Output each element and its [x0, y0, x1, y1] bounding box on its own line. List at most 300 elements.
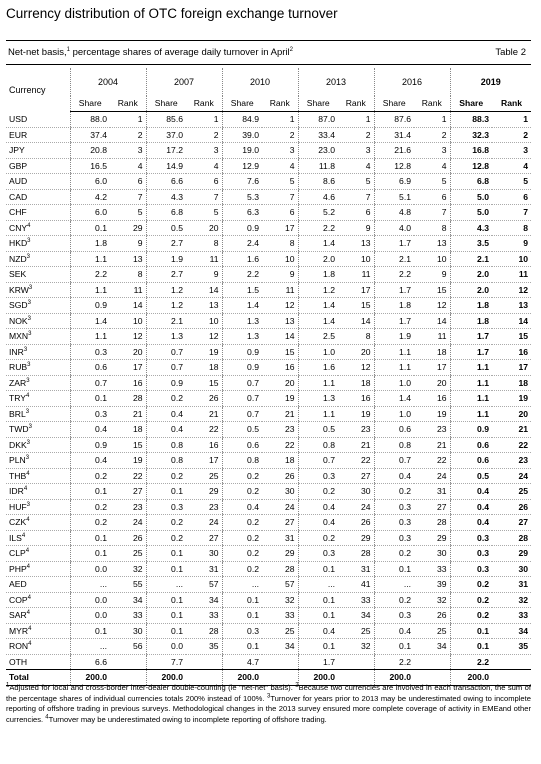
rank-value: 30 — [492, 561, 531, 577]
rank-value: 30 — [338, 484, 374, 500]
table-row — [6, 143, 531, 159]
rank-value: 13 — [262, 313, 298, 329]
share-value: 8.6 — [298, 174, 338, 190]
share-value: 0.2 — [450, 592, 492, 608]
share-header: Share — [374, 96, 414, 112]
footnote-marker: 4 — [26, 470, 30, 477]
share-value: 0.4 — [70, 422, 110, 438]
rank-value: 30 — [110, 623, 146, 639]
rank-value: 22 — [338, 453, 374, 469]
rank-value: 18 — [414, 344, 450, 360]
share-value: 0.3 — [222, 623, 262, 639]
rank-value: 56 — [110, 639, 146, 655]
currency-code: PHP$^4$ — [6, 561, 70, 577]
share-value: 87.0 — [298, 112, 338, 128]
currency-code: SAR$^4$ — [6, 608, 70, 624]
currency-code: HKD$^3$ — [6, 236, 70, 252]
share-value: 1.1 — [70, 329, 110, 345]
share-value: 0.7 — [222, 391, 262, 407]
table-row — [6, 298, 531, 314]
share-value: 0.1 — [298, 592, 338, 608]
rank-value: 10 — [262, 251, 298, 267]
table-row — [6, 360, 531, 376]
rank-value: 7 — [262, 189, 298, 205]
table-row — [6, 468, 531, 484]
share-value: 0.1 — [298, 608, 338, 624]
rank-value: 18 — [186, 360, 222, 376]
share-value: 2.1 — [374, 251, 414, 267]
rank-value: 15 — [338, 298, 374, 314]
share-value: 17.2 — [146, 143, 186, 159]
rank-value: 4 — [414, 158, 450, 174]
share-value: ... — [222, 577, 262, 593]
rank-value — [186, 654, 222, 670]
rank-value: 5 — [492, 174, 531, 190]
share-value: 0.8 — [146, 437, 186, 453]
share-value: 0.2 — [298, 530, 338, 546]
currency-code: ILS$^4$ — [6, 530, 70, 546]
header-rule — [6, 64, 531, 65]
share-value: 6.8 — [450, 174, 492, 190]
footnote-marker: 4 — [23, 486, 28, 493]
footnote-marker: 3 — [25, 455, 30, 462]
share-value: 0.0 — [70, 592, 110, 608]
table-row — [6, 313, 531, 329]
share-value: 1.2 — [298, 282, 338, 298]
footnote-marker: 4 — [26, 517, 30, 524]
table-row — [6, 453, 531, 469]
currency-code: EUR — [6, 127, 70, 143]
rank-value: 11 — [186, 251, 222, 267]
rank-value: 34 — [338, 608, 374, 624]
rank-value: 4 — [186, 158, 222, 174]
share-value: 0.1 — [70, 530, 110, 546]
rank-value: 57 — [262, 577, 298, 593]
share-value: 1.4 — [70, 313, 110, 329]
share-value: 4.8 — [374, 205, 414, 221]
rank-value: 21 — [110, 406, 146, 422]
share-value: 6.6 — [70, 654, 110, 670]
rank-value: 19 — [338, 406, 374, 422]
share-value: 5.0 — [450, 189, 492, 205]
rank-value: 34 — [262, 639, 298, 655]
share-value: 1.0 — [374, 375, 414, 391]
share-value: 0.1 — [222, 639, 262, 655]
rank-value: 22 — [262, 437, 298, 453]
rank-value: 33 — [338, 592, 374, 608]
rank-value: 16 — [338, 391, 374, 407]
rank-value: 23 — [414, 422, 450, 438]
currency-code: JPY — [6, 143, 70, 159]
share-value: 1.1 — [374, 360, 414, 376]
rank-value: 14 — [110, 298, 146, 314]
share-value: 2.4 — [222, 236, 262, 252]
share-value: 6.9 — [374, 174, 414, 190]
share-value: 0.8 — [374, 437, 414, 453]
rank-value: 27 — [338, 468, 374, 484]
rank-value: 20 — [414, 375, 450, 391]
rank-value: 2 — [110, 127, 146, 143]
footnote-marker: 3 — [27, 315, 31, 322]
rank-value: 4 — [338, 158, 374, 174]
share-value: 37.4 — [70, 127, 110, 143]
rank-value: 1 — [110, 112, 146, 128]
share-value: 1.8 — [450, 298, 492, 314]
share-value: 0.1 — [146, 546, 186, 562]
share-value: 0.0 — [146, 639, 186, 655]
rank-value: 19 — [262, 391, 298, 407]
rank-header: Rank — [414, 96, 450, 112]
share-value: 0.2 — [146, 468, 186, 484]
currency-table — [6, 68, 531, 686]
table-row — [6, 391, 531, 407]
share-value: 32.3 — [450, 127, 492, 143]
rank-value: 12 — [492, 282, 531, 298]
rank-value — [262, 654, 298, 670]
rank-value: 2 — [186, 127, 222, 143]
year-header-2007: 2007 — [146, 68, 222, 96]
rank-value: 16 — [414, 391, 450, 407]
rank-value: 21 — [186, 406, 222, 422]
share-value: ... — [146, 577, 186, 593]
rank-value: 22 — [110, 468, 146, 484]
total-share-value: 200.0 — [70, 670, 110, 686]
year-header-2019: 2019 — [450, 68, 531, 96]
currency-code: GBP — [6, 158, 70, 174]
rank-value: 9 — [492, 236, 531, 252]
share-value: 0.2 — [70, 499, 110, 515]
share-value: 0.1 — [374, 561, 414, 577]
share-value: 23.0 — [298, 143, 338, 159]
share-value: 5.1 — [374, 189, 414, 205]
rank-value: 34 — [492, 623, 531, 639]
total-share-value: 200.0 — [222, 670, 262, 686]
share-value: 1.6 — [222, 251, 262, 267]
footnotes: $^1$Adjusted for local and cross-border inter-dealer double-counting (ie "net-net" basis). $^2$Because two currencies are involved in each transaction, the sum of the percentage shares of individual currencies totals 200% instead of 100%. $^3$Turnover for years prior to 2013 may be underestimated owing to incomplete reporting of offshore trading in previous surveys. Methodological changes in the 2013 survey ensured more complete coverage of activity in EMEand other currencies. $^4$Turnover may be underestimated owing to incomplete reporting of offshore trading. — [6, 682, 531, 724]
rank-value: 1 — [492, 112, 531, 128]
rank-value: 23 — [492, 453, 531, 469]
share-header: Share — [450, 96, 492, 112]
share-value: 0.6 — [70, 360, 110, 376]
share-value: 0.3 — [146, 499, 186, 515]
share-value: 2.1 — [450, 251, 492, 267]
rank-value: 8 — [262, 236, 298, 252]
table-row — [6, 205, 531, 221]
rank-value: 6 — [414, 189, 450, 205]
rank-value: 32 — [338, 639, 374, 655]
currency-code: AED — [6, 577, 70, 593]
share-value: 0.7 — [374, 453, 414, 469]
share-value: 1.1 — [450, 406, 492, 422]
share-value: 0.7 — [70, 375, 110, 391]
table-row — [6, 546, 531, 562]
currency-code: AUD — [6, 174, 70, 190]
currency-code: HUF$^3$ — [6, 499, 70, 515]
share-value: 0.4 — [298, 499, 338, 515]
share-value: 0.1 — [222, 608, 262, 624]
rank-value: 33 — [186, 608, 222, 624]
rank-value: 14 — [262, 329, 298, 345]
footnote-marker: 4 — [27, 594, 31, 601]
rank-value: 31 — [262, 530, 298, 546]
share-value: 0.0 — [70, 608, 110, 624]
title-divider — [6, 40, 531, 41]
share-value: 0.9 — [70, 437, 110, 453]
currency-header: Currency — [9, 84, 46, 95]
share-value: 7.6 — [222, 174, 262, 190]
rank-value: 21 — [414, 437, 450, 453]
share-value: 0.4 — [450, 484, 492, 500]
table-row — [6, 158, 531, 174]
rank-value: 6 — [338, 205, 374, 221]
share-value: 0.1 — [374, 639, 414, 655]
share-rank-header-row — [6, 96, 531, 112]
share-value: 1.1 — [450, 360, 492, 376]
currency-code: IDR$^4$ — [6, 484, 70, 500]
rank-value: 3 — [414, 143, 450, 159]
rank-value: 10 — [414, 251, 450, 267]
rank-value: 9 — [110, 236, 146, 252]
share-value: 0.3 — [298, 468, 338, 484]
footnote-marker: 3 — [26, 501, 31, 508]
share-value: 2.1 — [146, 313, 186, 329]
share-value: 0.1 — [70, 623, 110, 639]
rank-value: 29 — [186, 484, 222, 500]
rank-value: 10 — [186, 313, 222, 329]
currency-code: CLP$^4$ — [6, 546, 70, 562]
share-value: 1.2 — [146, 282, 186, 298]
rank-value: 25 — [186, 468, 222, 484]
rank-value: 13 — [492, 298, 531, 314]
rank-value: 1 — [414, 112, 450, 128]
rank-value: 12 — [262, 298, 298, 314]
rank-value: 22 — [492, 437, 531, 453]
rank-value: 22 — [186, 422, 222, 438]
share-value: 0.6 — [450, 437, 492, 453]
share-value: 0.3 — [70, 406, 110, 422]
share-value: 2.2 — [450, 654, 492, 670]
footnote-marker: 3 — [26, 253, 31, 260]
share-value: 0.3 — [450, 561, 492, 577]
share-value: 0.2 — [374, 546, 414, 562]
share-value: 1.1 — [450, 375, 492, 391]
share-value: 6.8 — [146, 205, 186, 221]
rank-value: 12 — [338, 360, 374, 376]
share-value: 1.9 — [374, 329, 414, 345]
rank-value: 19 — [414, 406, 450, 422]
rank-value: 26 — [110, 530, 146, 546]
share-value: 0.2 — [222, 530, 262, 546]
table-row — [6, 189, 531, 205]
rank-value: 15 — [186, 375, 222, 391]
share-header: Share — [146, 96, 186, 112]
share-value: 0.0 — [70, 561, 110, 577]
rank-value: 34 — [414, 639, 450, 655]
share-value: 0.2 — [298, 484, 338, 500]
rank-value: 24 — [110, 515, 146, 531]
rank-header: Rank — [338, 96, 374, 112]
share-value: 5.0 — [450, 205, 492, 221]
currency-code: ZAR$^3$ — [6, 375, 70, 391]
currency-code: TRY$^4$ — [6, 391, 70, 407]
rank-value: 10 — [492, 251, 531, 267]
year-header-2016: 2016 — [374, 68, 450, 96]
rank-value: 9 — [414, 267, 450, 283]
rank-header: Rank — [110, 96, 146, 112]
rank-value: 11 — [414, 329, 450, 345]
rank-value: 13 — [414, 236, 450, 252]
rank-value: 55 — [110, 577, 146, 593]
rank-value: 17 — [186, 453, 222, 469]
rank-value: 24 — [492, 468, 531, 484]
share-value: 2.0 — [450, 282, 492, 298]
rank-value: 11 — [262, 282, 298, 298]
rank-value: 23 — [110, 499, 146, 515]
rank-header: Rank — [492, 96, 531, 112]
rank-value: 4 — [110, 158, 146, 174]
rank-value: 20 — [492, 406, 531, 422]
rank-value: 41 — [338, 577, 374, 593]
share-value: 0.9 — [146, 375, 186, 391]
share-value: 1.4 — [298, 236, 338, 252]
table-row — [6, 639, 531, 655]
share-value: 0.1 — [70, 546, 110, 562]
share-value: 1.4 — [298, 298, 338, 314]
table-row — [6, 484, 531, 500]
currency-code: DKK$^3$ — [6, 437, 70, 453]
table-row — [6, 267, 531, 283]
share-value: 0.3 — [374, 530, 414, 546]
footnote-marker: 4 — [26, 563, 31, 570]
rank-value: 20 — [338, 344, 374, 360]
share-value: 31.4 — [374, 127, 414, 143]
share-value: 0.9 — [450, 422, 492, 438]
rank-value: 5 — [186, 205, 222, 221]
currency-code: RON$^4$ — [6, 639, 70, 655]
share-value: 6.0 — [70, 205, 110, 221]
footnote-marker: 3 — [28, 284, 33, 291]
rank-value: 31 — [186, 561, 222, 577]
share-value: 0.1 — [146, 561, 186, 577]
share-value: 0.1 — [298, 561, 338, 577]
rank-value: 16 — [110, 375, 146, 391]
rank-value: 32 — [414, 592, 450, 608]
rank-value: 17 — [338, 282, 374, 298]
rank-value: 13 — [110, 251, 146, 267]
share-value: 0.5 — [222, 422, 262, 438]
rank-value: 4 — [492, 158, 531, 174]
currency-code: BRL$^3$ — [6, 406, 70, 422]
share-value: 2.2 — [374, 654, 414, 670]
rank-value: 24 — [186, 515, 222, 531]
rank-value: 39 — [414, 577, 450, 593]
share-value: 0.5 — [146, 220, 186, 236]
share-value: 0.2 — [146, 515, 186, 531]
currency-code: PLN$^3$ — [6, 453, 70, 469]
share-value: 1.7 — [298, 654, 338, 670]
table-row — [6, 236, 531, 252]
share-value: 0.6 — [450, 453, 492, 469]
share-value: 87.6 — [374, 112, 414, 128]
table-row — [6, 282, 531, 298]
share-value: 1.4 — [222, 298, 262, 314]
year-header-2004: 2004 — [70, 68, 146, 96]
footnote-marker: 4 — [26, 393, 30, 400]
rank-value: 14 — [414, 313, 450, 329]
rank-value: 12 — [414, 298, 450, 314]
share-value: 0.1 — [450, 639, 492, 655]
currency-code: TWD$^3$ — [6, 422, 70, 438]
rank-value: 18 — [338, 375, 374, 391]
share-header: Share — [298, 96, 338, 112]
rank-value: 4 — [262, 158, 298, 174]
share-value: 0.2 — [374, 484, 414, 500]
currency-code: THB$^4$ — [6, 468, 70, 484]
total-label: Total — [6, 670, 70, 686]
share-value: 1.7 — [374, 313, 414, 329]
rank-value: 27 — [262, 515, 298, 531]
rank-value: 34 — [186, 592, 222, 608]
rank-value: 8 — [338, 329, 374, 345]
currency-code: USD — [6, 112, 70, 128]
page-title: Currency distribution of OTC foreign exchange turnover — [6, 6, 338, 21]
share-value: 2.7 — [146, 236, 186, 252]
table-row — [6, 577, 531, 593]
rank-value — [338, 654, 374, 670]
currency-code: MYR$^4$ — [6, 623, 70, 639]
share-value: 6.0 — [70, 174, 110, 190]
table-row — [6, 220, 531, 236]
rank-value: 22 — [414, 453, 450, 469]
rank-value: 10 — [110, 313, 146, 329]
share-value: 0.3 — [450, 530, 492, 546]
rank-value: 35 — [186, 639, 222, 655]
footnote-marker: 3 — [26, 439, 31, 446]
rank-value: 7 — [414, 205, 450, 221]
currency-code: CAD — [6, 189, 70, 205]
table-row — [6, 592, 531, 608]
share-value: 0.1 — [70, 391, 110, 407]
rank-header: Rank — [186, 96, 222, 112]
rank-value: 33 — [262, 608, 298, 624]
table-row — [6, 608, 531, 624]
share-value: 1.8 — [450, 313, 492, 329]
share-value: 1.4 — [374, 391, 414, 407]
share-value: 1.2 — [146, 298, 186, 314]
share-value: 0.7 — [222, 406, 262, 422]
share-value: 2.5 — [298, 329, 338, 345]
share-value: 1.3 — [222, 313, 262, 329]
rank-value: 16 — [492, 344, 531, 360]
currency-code: NOK$^3$ — [6, 313, 70, 329]
rank-value: 27 — [414, 499, 450, 515]
subtitle: Net-net basis,$^1$ percentage shares of average daily turnover in April$^2$ — [8, 46, 293, 58]
rank-value: 24 — [338, 499, 374, 515]
rank-value: 2 — [492, 127, 531, 143]
year-header-2013: 2013 — [298, 68, 374, 96]
footnote-marker: 3 — [27, 362, 31, 369]
rank-value: 30 — [414, 546, 450, 562]
table-row — [6, 561, 531, 577]
rank-value: 25 — [338, 623, 374, 639]
share-value: 0.4 — [146, 406, 186, 422]
footnote-marker: 3 — [26, 377, 30, 384]
share-value: 0.4 — [298, 515, 338, 531]
total-share-value: 200.0 — [374, 670, 414, 686]
rank-value: 9 — [186, 267, 222, 283]
share-value: 1.7 — [374, 282, 414, 298]
rank-value: 29 — [414, 530, 450, 546]
